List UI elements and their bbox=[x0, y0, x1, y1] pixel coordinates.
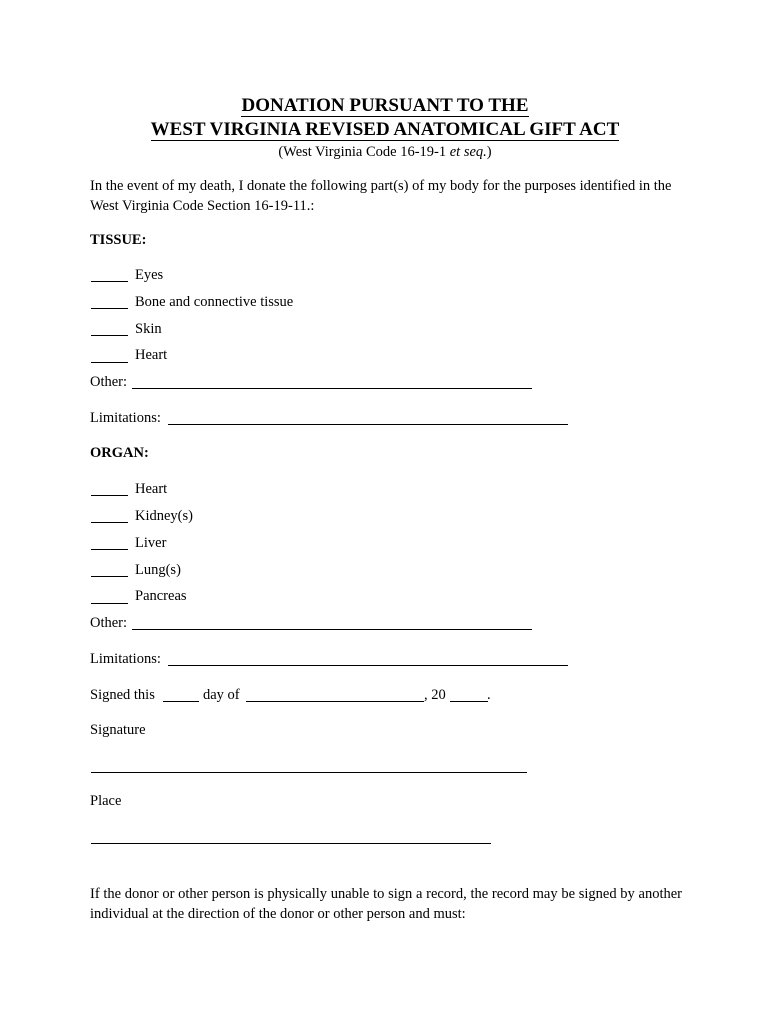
organ-lung-blank[interactable] bbox=[91, 576, 128, 577]
tissue-other-field[interactable] bbox=[132, 388, 532, 389]
organ-pancreas-label: Pancreas bbox=[135, 588, 187, 604]
organ-heart-label: Heart bbox=[135, 481, 168, 497]
organ-lung-label: Lung(s) bbox=[135, 562, 181, 578]
organ-liver-blank[interactable] bbox=[91, 549, 128, 550]
organ-heading: ORGAN: bbox=[90, 445, 149, 461]
tissue-heading: TISSUE: bbox=[90, 232, 147, 248]
signed-year-field[interactable] bbox=[450, 701, 488, 702]
organ-kidney-label: Kidney(s) bbox=[135, 508, 193, 524]
signed-day-field[interactable] bbox=[163, 701, 199, 702]
day-of-label: day of bbox=[203, 687, 240, 703]
signed-this-label: Signed this bbox=[90, 687, 155, 703]
signature-label: Signature bbox=[90, 722, 146, 738]
organ-limitations-label: Limitations: bbox=[90, 651, 161, 667]
tissue-eyes-label: Eyes bbox=[135, 267, 164, 283]
signature-field[interactable] bbox=[91, 772, 527, 773]
title-line-1-text: DONATION PURSUANT TO THE bbox=[241, 95, 529, 116]
organ-kidney-blank[interactable] bbox=[91, 522, 128, 523]
subtitle bbox=[0, 144, 770, 161]
tissue-heart-label: Heart bbox=[135, 347, 168, 363]
place-label: Place bbox=[90, 793, 122, 809]
tissue-skin-blank[interactable] bbox=[91, 335, 128, 336]
subtitle-prefix: (West Virginia Code 16-19-1 bbox=[278, 144, 450, 160]
subtitle-suffix: ) bbox=[486, 144, 492, 160]
organ-pancreas-blank[interactable] bbox=[91, 603, 128, 604]
organ-other-label: Other: bbox=[90, 615, 128, 631]
year-prefix-label: , 20 bbox=[424, 687, 446, 703]
tissue-skin-label: Skin bbox=[135, 321, 162, 337]
tissue-heart-blank[interactable] bbox=[91, 362, 128, 363]
tissue-bone-label: Bone and connective tissue bbox=[135, 294, 294, 310]
title-line-2-text: WEST VIRGINIA REVISED ANATOMICAL GIFT ACT bbox=[150, 119, 620, 140]
title-line-1 bbox=[0, 95, 770, 117]
signed-month-field[interactable] bbox=[246, 701, 424, 702]
title-line-2 bbox=[0, 119, 770, 141]
tissue-other-label: Other: bbox=[90, 374, 128, 390]
organ-limitations-field[interactable] bbox=[168, 665, 568, 666]
organ-other-field[interactable] bbox=[132, 629, 532, 630]
tissue-limitations-field[interactable] bbox=[168, 424, 568, 425]
organ-liver-label: Liver bbox=[135, 535, 167, 551]
tissue-eyes-blank[interactable] bbox=[91, 281, 128, 282]
footer-paragraph: If the donor or other person is physically unable to sign a record, the record may be signed by another individual at the direction of the donor or other person and must: bbox=[90, 886, 682, 922]
subtitle-italic: et seq. bbox=[449, 144, 487, 160]
place-field[interactable] bbox=[91, 843, 491, 844]
signed-period: . bbox=[487, 687, 491, 703]
tissue-bone-blank[interactable] bbox=[91, 308, 128, 309]
tissue-limitations-label: Limitations: bbox=[90, 410, 161, 426]
intro-paragraph: In the event of my death, I donate the following part(s) of my body for the purposes identified in the West Virginia Code Section 16-19-11.: bbox=[90, 178, 672, 214]
organ-heart-blank[interactable] bbox=[91, 495, 128, 496]
